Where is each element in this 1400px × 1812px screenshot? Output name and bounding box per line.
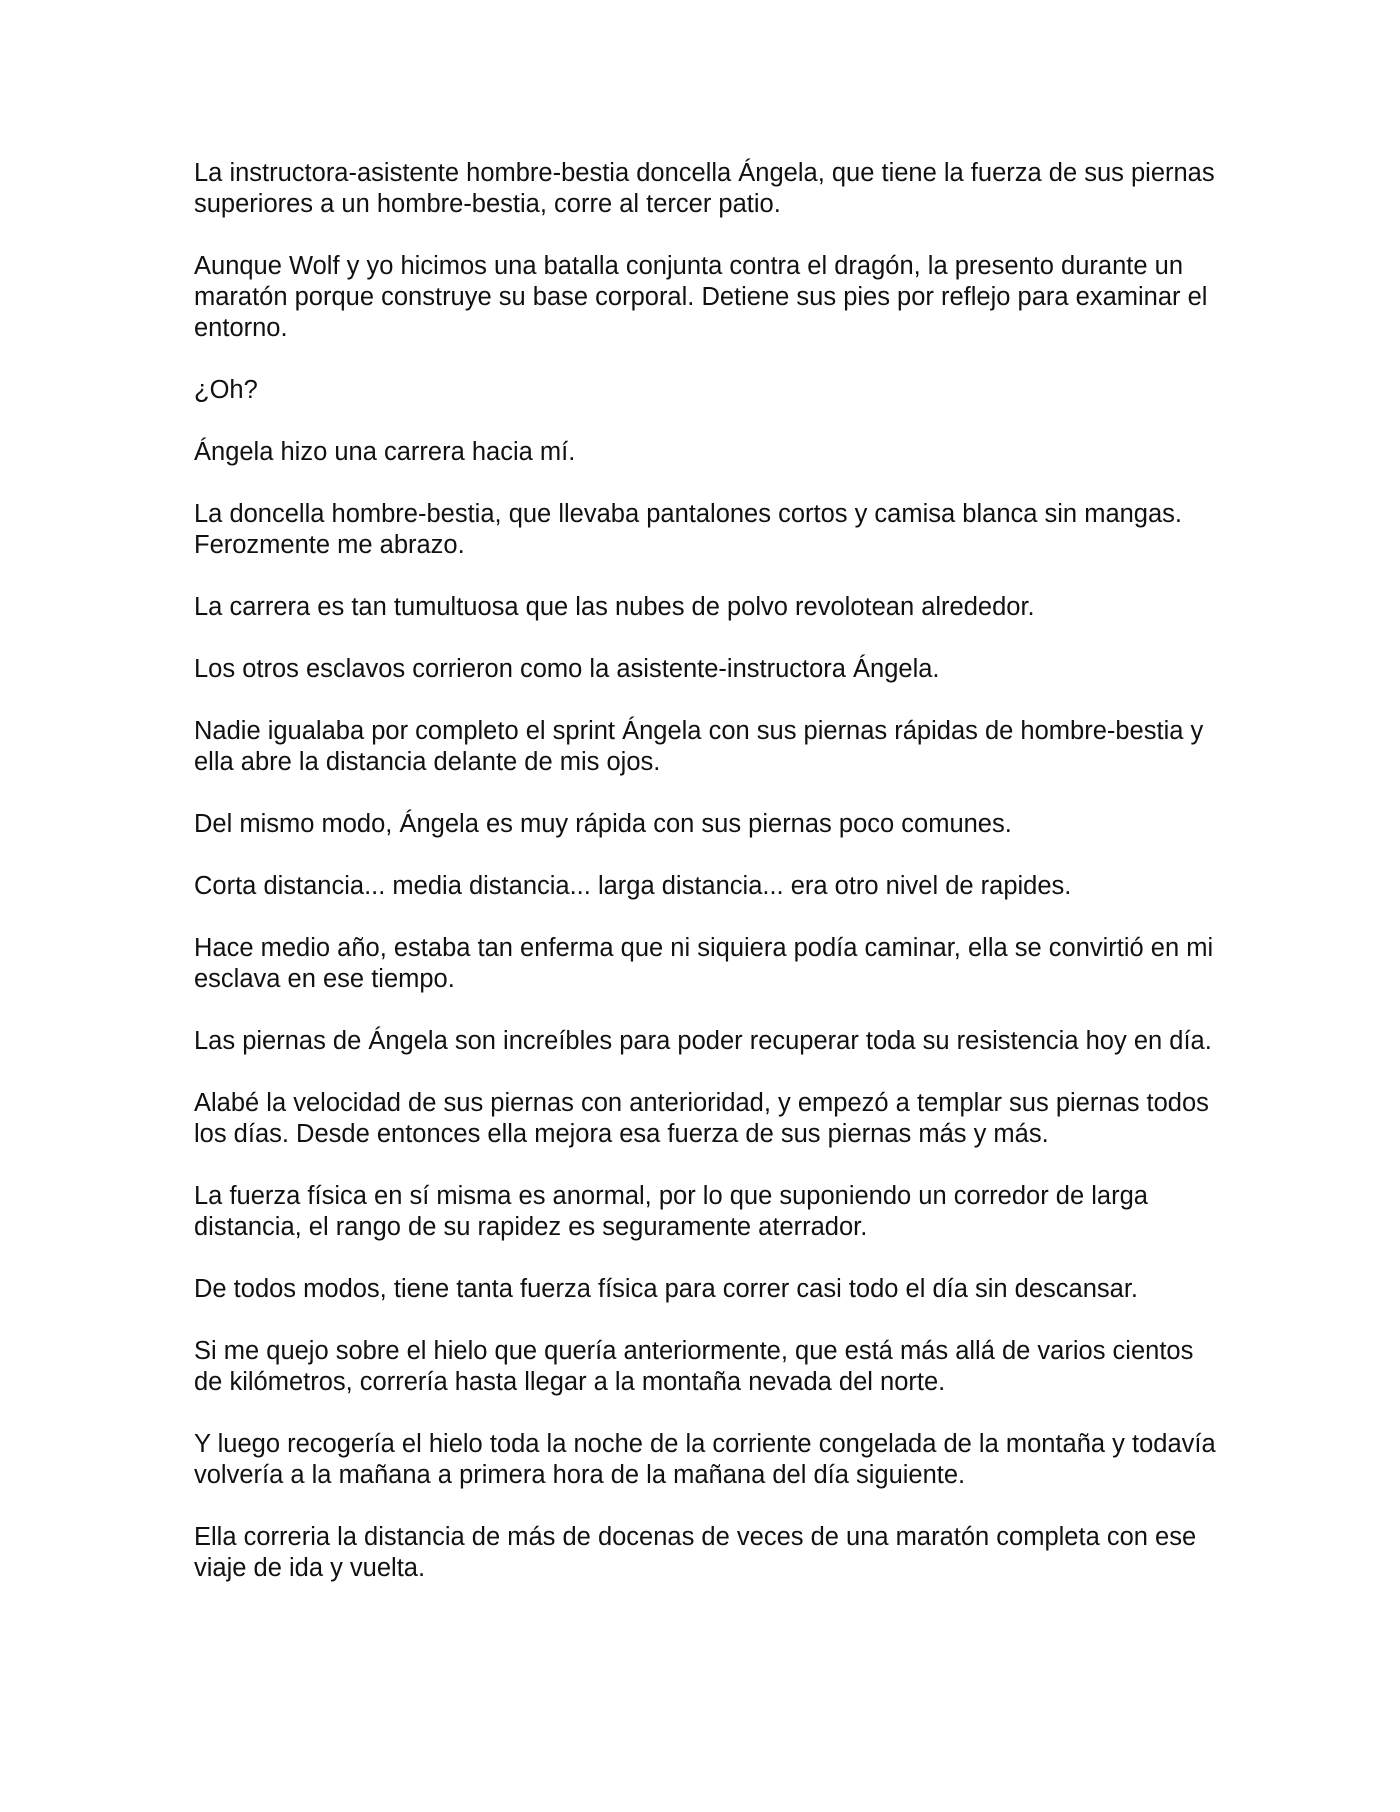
paragraph: Los otros esclavos corrieron como la asistente-instructora Ángela. <box>194 655 940 683</box>
paragraph: Si me quejo sobre el hielo que quería anteriormente, que está más allá de varios cientos de kilómetros, correría hasta llegar a la montaña nevada del norte. <box>194 1337 1194 1396</box>
paragraph: Y luego recogería el hielo toda la noche de la corriente congelada de la montaña y todavía volvería a la mañana a primera hora de la mañana del día siguiente. <box>194 1430 1216 1489</box>
paragraph: Las piernas de Ángela son increíbles para poder recuperar toda su resistencia hoy en día. <box>194 1027 1212 1055</box>
paragraph: La fuerza física en sí misma es anormal, por lo que suponiendo un corredor de larga distancia, el rango de su rapidez es seguramente aterrador. <box>194 1182 1148 1241</box>
paragraph: Hace medio año, estaba tan enferma que ni siquiera podía caminar, ella se convirtió en mi esclava en ese tiempo. <box>194 934 1214 993</box>
paragraph: Alabé la velocidad de sus piernas con anterioridad, y empezó a templar sus piernas todos los días. Desde entonces ella mejora esa fuerza de sus piernas más y más. <box>194 1089 1209 1148</box>
paragraph: Del mismo modo, Ángela es muy rápida con sus piernas poco comunes. <box>194 810 1012 838</box>
paragraph: La doncella hombre-bestia, que llevaba pantalones cortos y camisa blanca sin mangas. Ferozmente me abrazo. <box>194 500 1183 559</box>
paragraph: Aunque Wolf y yo hicimos una batalla conjunta contra el dragón, la presento durante un maratón porque construye su base corporal. Detiene sus pies por reflejo para examinar el entorno. <box>194 252 1208 342</box>
paragraph: ¿Oh? <box>194 376 258 404</box>
paragraph: La instructora-asistente hombre-bestia doncella Ángela, que tiene la fuerza de sus piernas superiores a un hombre-bestia, corre al tercer patio. <box>194 159 1215 218</box>
paragraph: La carrera es tan tumultuosa que las nubes de polvo revolotean alrededor. <box>194 593 1035 621</box>
document-body <box>194 158 1226 1615</box>
paragraph: Nadie igualaba por completo el sprint Ángela con sus piernas rápidas de hombre-bestia y ella abre la distancia delante de mis ojos. <box>194 717 1204 776</box>
paragraph: Ella correria la distancia de más de docenas de veces de una maratón completa con ese viaje de ida y vuelta. <box>194 1523 1197 1582</box>
paragraph: De todos modos, tiene tanta fuerza física para correr casi todo el día sin descansar. <box>194 1275 1139 1303</box>
paragraph: Ángela hizo una carrera hacia mí. <box>194 438 576 466</box>
paragraph: Corta distancia... media distancia... larga distancia... era otro nivel de rapides. <box>194 872 1072 900</box>
